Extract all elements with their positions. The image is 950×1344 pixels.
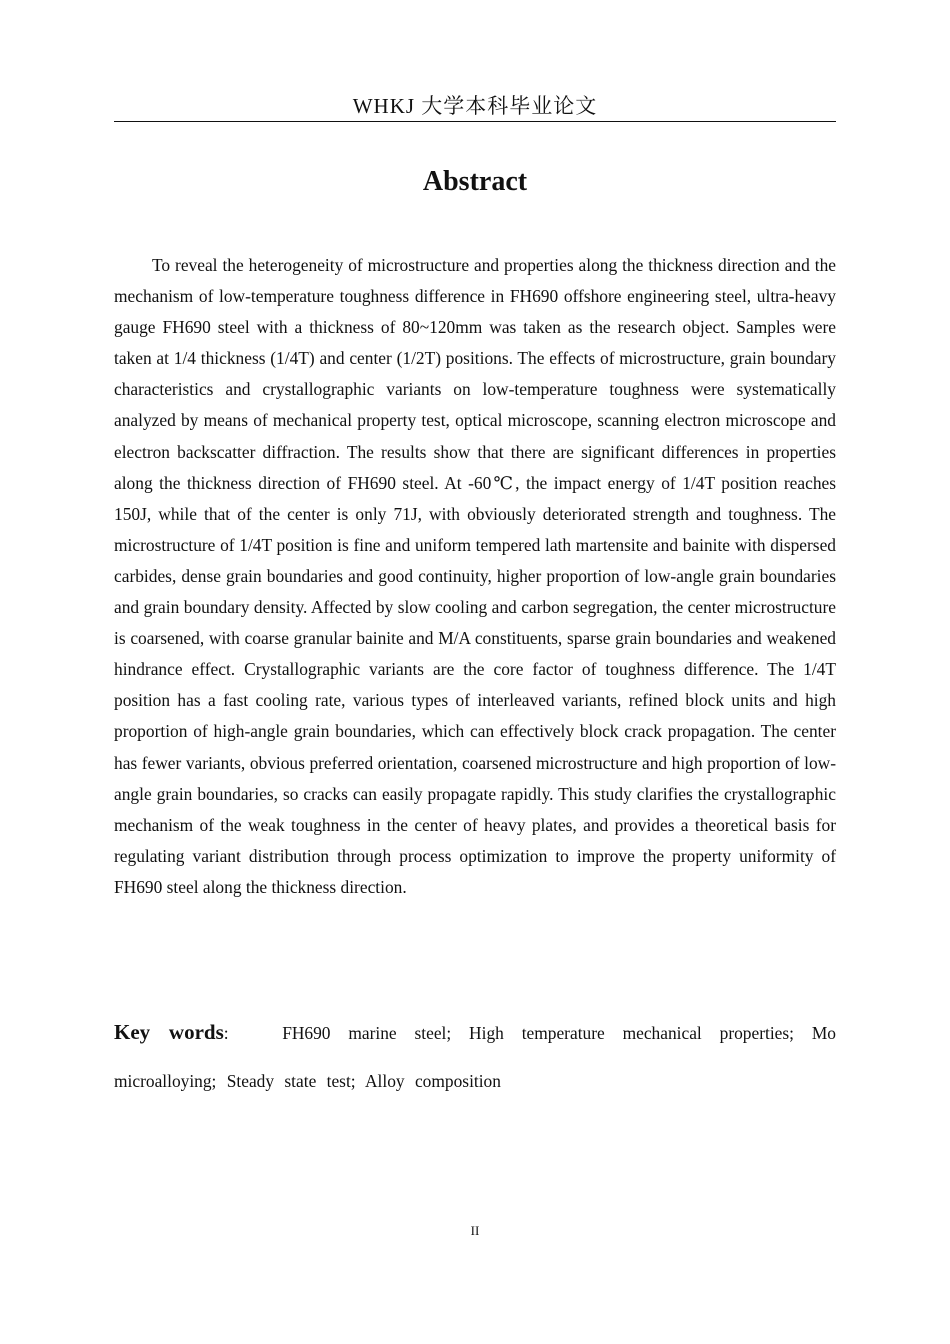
keywords-list: FH690 marine steel; High temperature mechanical properties; Mo microalloying; Steady state test; Alloy composition <box>114 1023 837 1091</box>
keywords-label: Key words <box>114 1020 224 1044</box>
keywords-paragraph <box>114 1008 836 1105</box>
page-number: II <box>470 1223 480 1238</box>
header-rule <box>114 121 836 122</box>
running-header: WHKJ 大学本科毕业论文 <box>352 94 598 118</box>
abstract-title: Abstract <box>422 166 528 197</box>
keywords-separator: : <box>223 1023 229 1043</box>
abstract-body: To reveal the heterogeneity of microstructure and properties along the thickness direction and the mechanism of low-temperature toughness difference in FH690 offshore engineering steel, ultra-heavy gauge FH690 steel with a thickness of 80~120mm was taken as the research object. Samples were taken at 1/4 thickness (1/4T) and center (1/2T) positions. The effects of microstructure, grain boundary characteristics and crystallographic variants on low-temperature toughness were systematically analyzed by means of mechanical property test, optical microscope, scanning electron microscope and electron backscatter diffraction. The results show that there are significant differences in properties along the thickness direction of FH690 steel. At -60℃, the impact energy of 1/4T position reaches 150J, while that of the center is only 71J, with obviously deteriorated strength and toughness. The microstructure of 1/4T position is fine and uniform tempered lath martensite and bainite with dispersed carbides, dense grain boundaries and good continuity, higher proportion of low-angle grain boundaries and grain boundary density. Affected by slow cooling and carbon segregation, the center microstructure is coarsened, with coarse granular bainite and M/A constituents, sparse grain boundaries and weakened hindrance effect. Crystallographic variants are the core factor of toughness difference. The 1/4T position has a fast cooling rate, various types of interleaved variants, refined block units and high proportion of high-angle grain boundaries, which can effectively block crack propagation. The center has fewer variants, obvious preferred orientation, coarsened microstructure and high proportion of low-angle grain boundaries, so cracks can easily propagate rapidly. This study clarifies the crystallographic mechanism of the weak toughness in the center of heavy plates, and provides a theoretical basis for regulating variant distribution through process optimization to improve the property uniformity of FH690 steel along the thickness direction. <box>114 255 836 897</box>
